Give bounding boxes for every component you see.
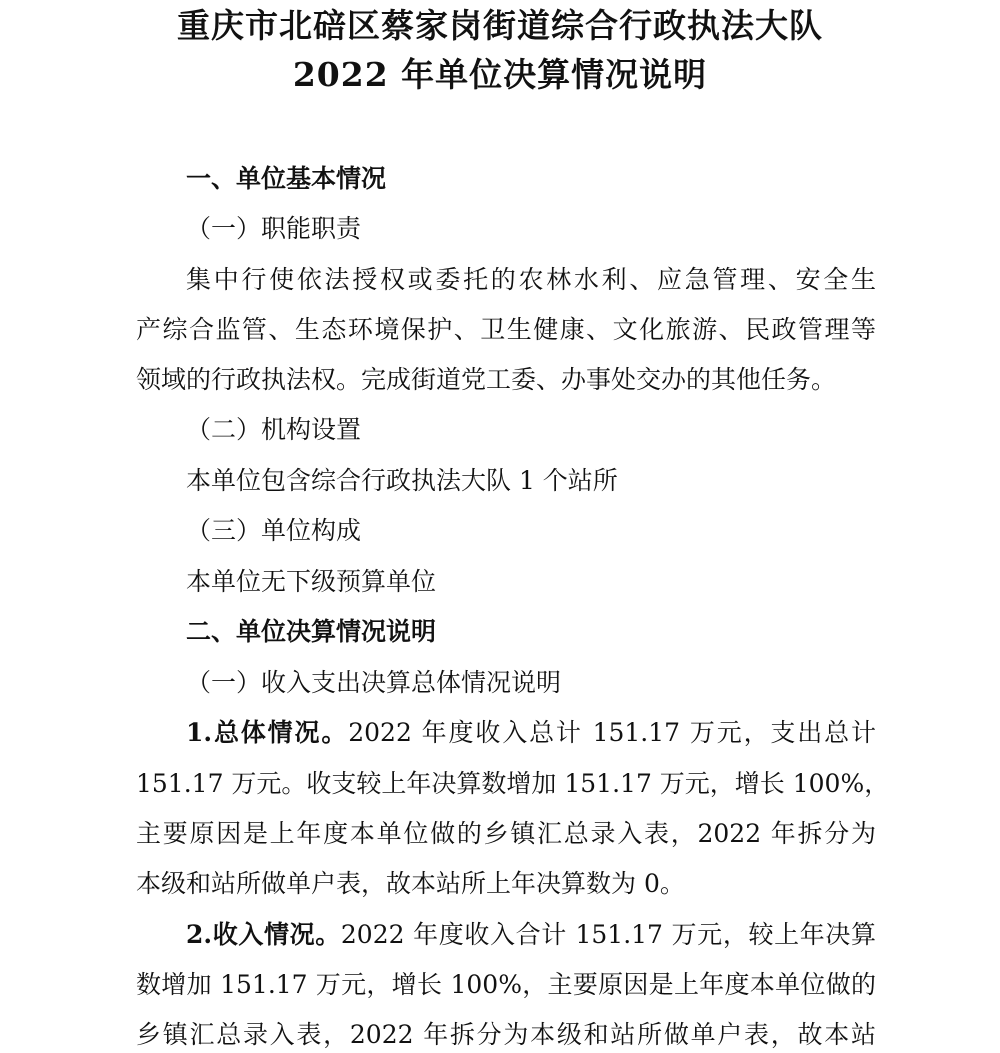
paragraph-line: 数增加 151.17 万元，增长 100%，主要原因是上年度本单位做的 [136, 970, 876, 999]
item-2-text: 2022 年度收入合计 151.17 万元，较上年决算 [340, 920, 876, 949]
subheading-composition: （三）单位构成 [186, 516, 362, 545]
title-line-1: 重庆市北碚区蔡家岗街道综合行政执法大队 [177, 6, 823, 45]
subheading-overview: （一）收入支出决算总体情况说明 [186, 668, 562, 697]
paragraph-line: 集中行使依法授权或委托的农林水利、应急管理、安全生 [186, 265, 876, 294]
paragraph-line: 本级和站所做单户表，故本站所上年决算数为 0。 [136, 869, 685, 898]
paragraph-line: 151.17 万元。收支较上年决算数增加 151.17 万元，增长 100%， [136, 769, 890, 798]
item-2-label: 2.收入情况。 [186, 920, 341, 949]
item-1-label: 1.总体情况。 [186, 718, 349, 747]
paragraph-line: 产综合监管、生态环境保护、卫生健康、文化旅游、民政管理等 [136, 315, 876, 344]
subheading-organization: （二）机构设置 [186, 415, 362, 444]
title-line-2: 2022 年单位决算情况说明 [292, 55, 708, 94]
paragraph-line: 主要原因是上年度本单位做的乡镇汇总录入表，2022 年拆分为 [136, 819, 876, 848]
paragraph-line: 本单位包含综合行政执法大队 1 个站所 [186, 466, 618, 495]
section-1-heading: 一、单位基本情况 [186, 164, 387, 193]
paragraph-line [186, 716, 876, 750]
item-1-text: 2022 年度收入总计 151.17 万元，支出总计 [348, 718, 876, 747]
paragraph-line [186, 918, 876, 952]
paragraph-line: 乡镇汇总录入表，2022 年拆分为本级和站所做单户表，故本站 [136, 1020, 876, 1049]
paragraph-line: 本单位无下级预算单位 [186, 567, 437, 596]
subheading-functions: （一）职能职责 [186, 214, 362, 243]
section-2-heading: 二、单位决算情况说明 [186, 617, 437, 646]
paragraph-line: 领域的行政执法权。完成街道党工委、办事处交办的其他任务。 [136, 365, 837, 394]
